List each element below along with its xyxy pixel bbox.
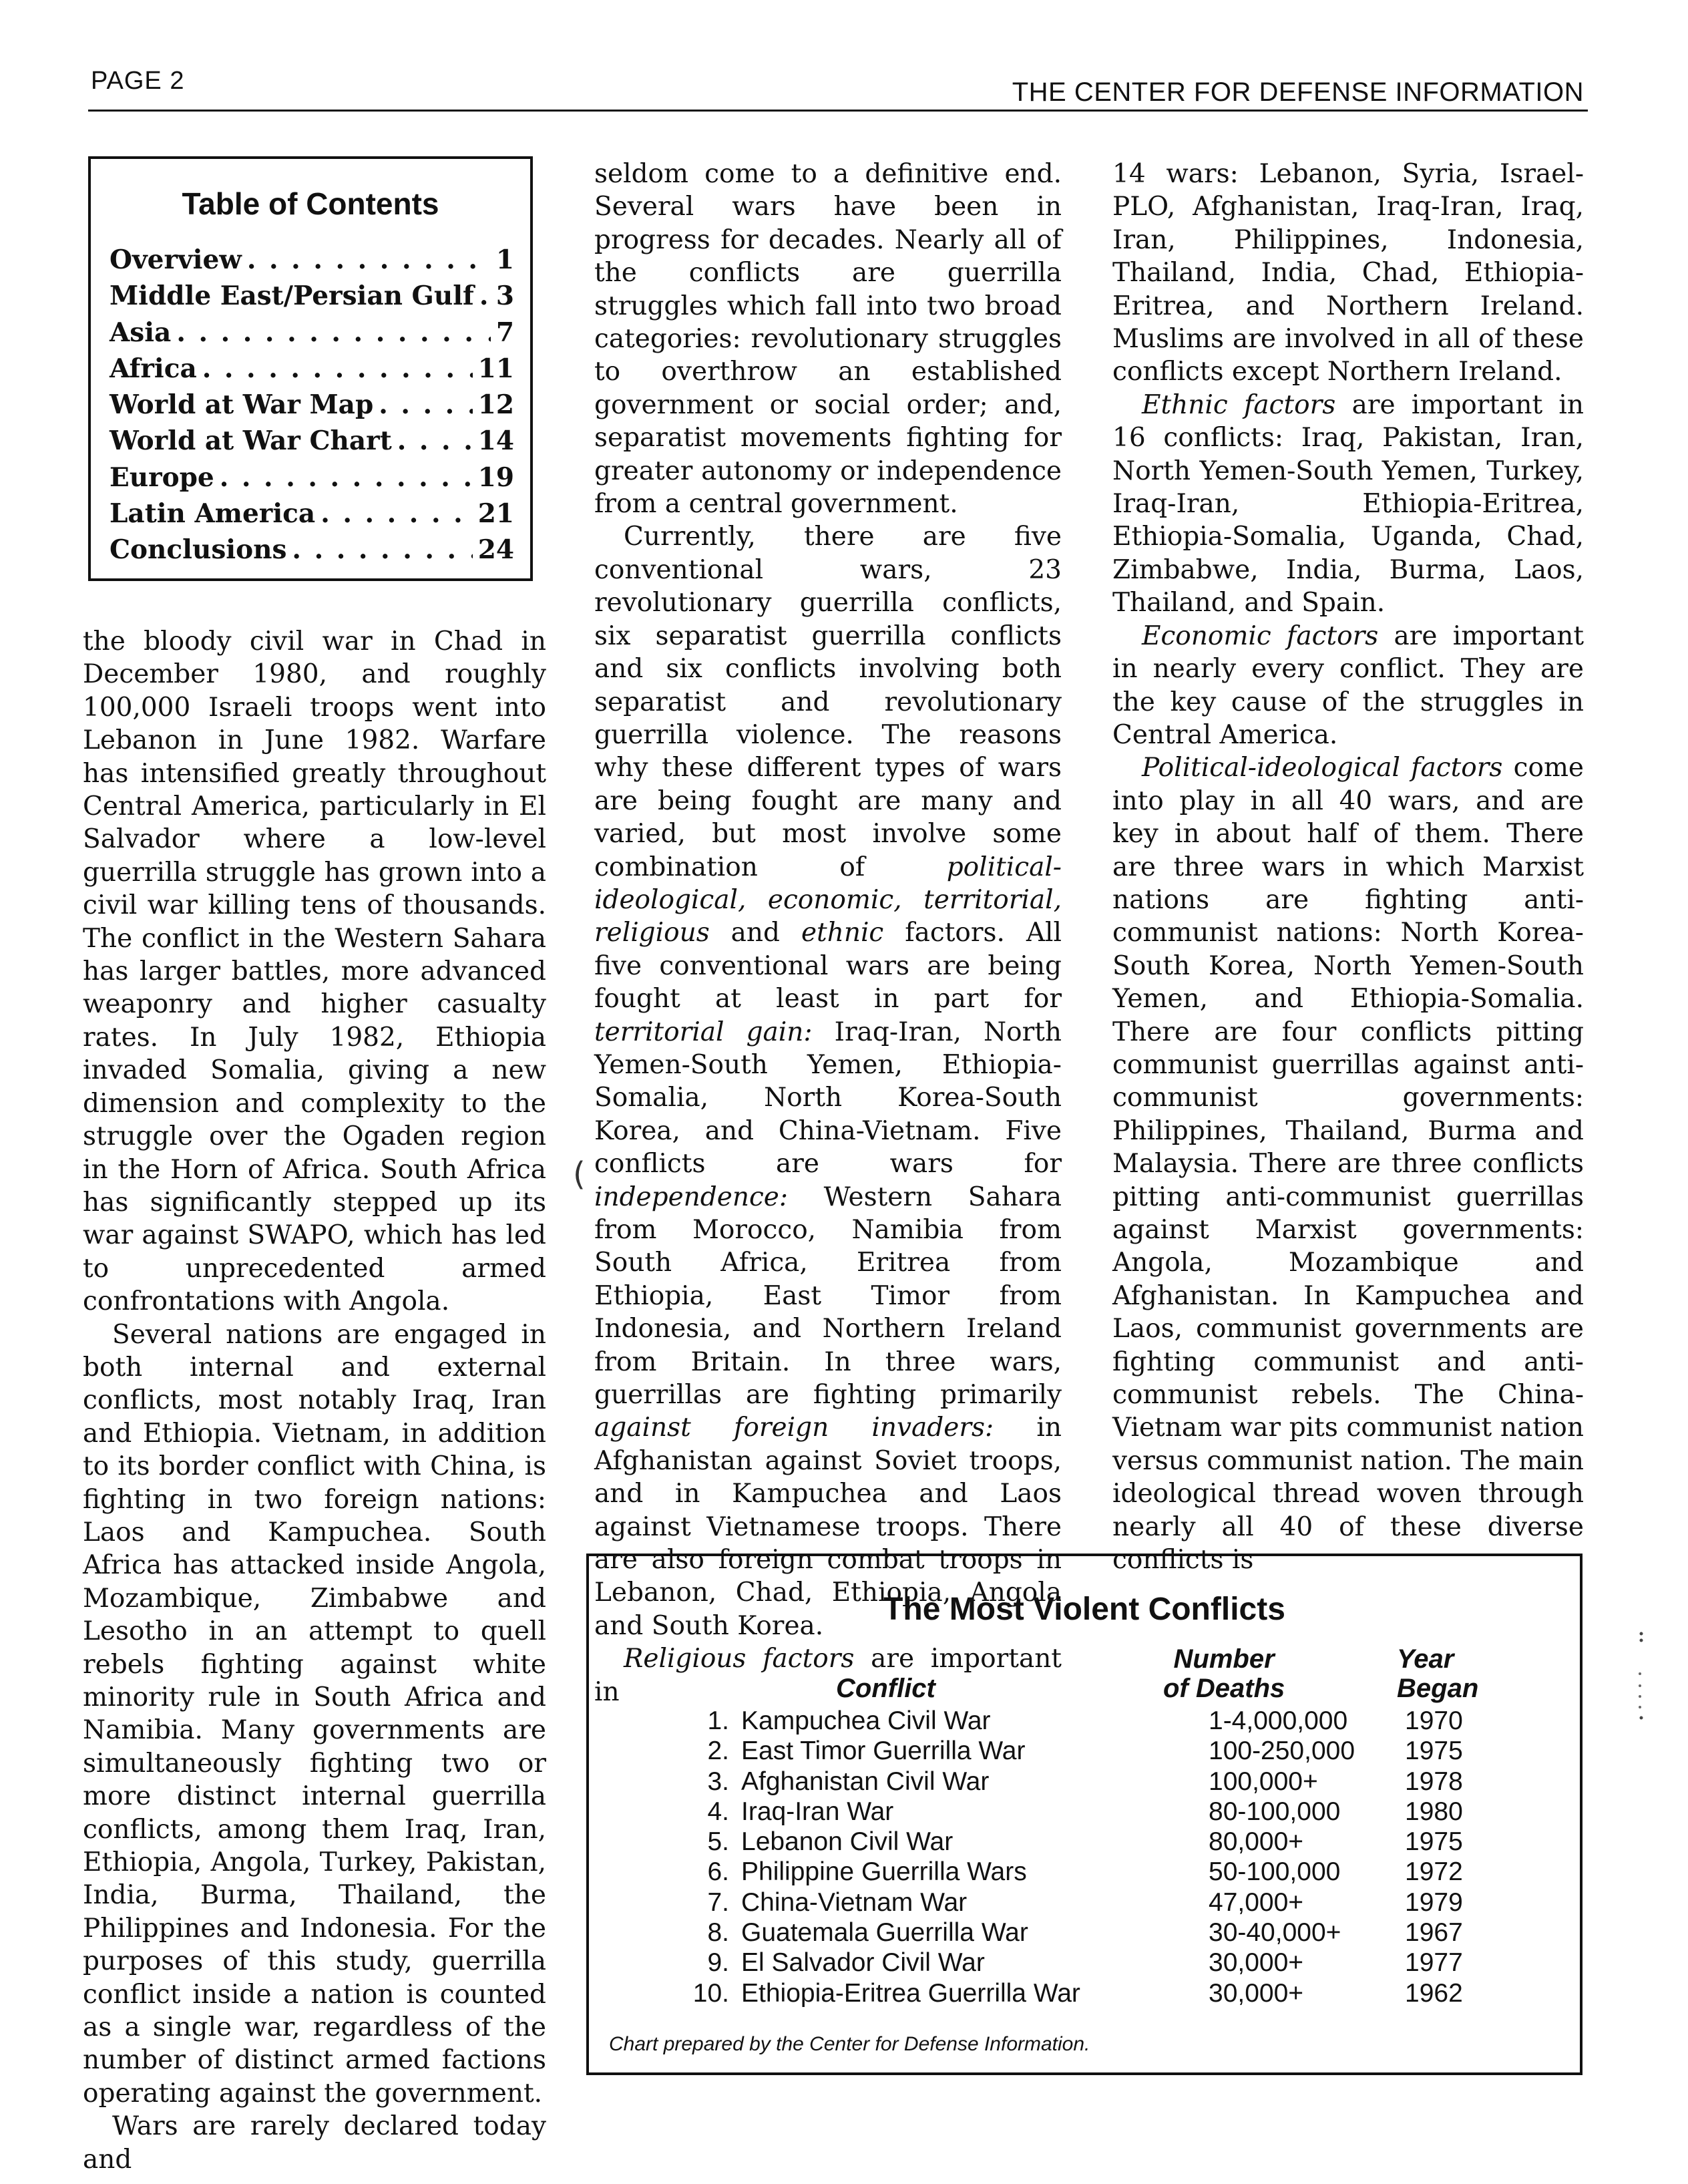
toc-entry-page: 21 <box>477 498 514 530</box>
toc-entry-page: 3 <box>495 281 514 312</box>
body-paragraph: Several nations are engaged in both internal and external conflicts, most notably Iraq, Iran and Ethiopia. Vietnam, in addition to its border conflict with China, is fighting in two foreign nations: Laos and Kampuchea. South Africa has attacked inside Angola, Mozambique, Zimbabwe and Lesotho in an attempt to quell rebels fighting against white minority rule in South Africa and Namibia. Many governments are simultaneously fighting two or more distinct internal guerrilla conflicts, among them Iraq, Iran, Ethiopia, Angola, Turkey, Pakistan, India, Burma, Thailand, the Philippines and Indonesia. For the purposes of this study, guerrilla conflict inside a nation is counted as a single war, regardless of the number of distinct armed factions operating against the government. <box>83 1319 546 2109</box>
toc-entry-label: Middle East/Persian Gulf <box>110 281 474 312</box>
toc-entry-page: 12 <box>477 389 514 421</box>
table-row: 6. Philippine Guerrilla Wars 50-100,000 1972 <box>707 1857 1463 1887</box>
toc-entry-label: World at War Map <box>110 389 374 421</box>
toc-entry[interactable] <box>110 387 514 423</box>
toc-entry-label: Overview <box>110 244 242 275</box>
body-paragraph: Ethnic factors are important in 16 conflicts: Iraq, Pakistan, Iran, North Yemen-South Yemen, Turkey, Iraq-Iran, Ethiopia-Eritrea, Ethiopia-Somalia, Uganda, Chad, Zimbabwe, India, Burma, Laos, Thailand, and Spain. <box>1112 389 1585 618</box>
toc-list <box>110 242 514 568</box>
toc-title: Table of Contents <box>182 186 439 221</box>
text-column-1 <box>83 625 546 2176</box>
table-row: 1. Kampuchea Civil War 1-4,000,000 1970 <box>707 1706 1463 1735</box>
toc-entry-label: Asia <box>110 317 172 348</box>
table-row: 5. Lebanon Civil War 80,000+ 1975 <box>707 1827 1463 1857</box>
toc-entry-page: 24 <box>477 534 514 566</box>
toc-entry-label: World at War Chart <box>110 425 392 457</box>
toc-entry-label: Europe <box>110 462 214 493</box>
table-row: 10. Ethiopia-Eritrea Guerrilla War 30,000+ 1962 <box>692 1978 1463 2008</box>
toc-entry-page: 7 <box>495 317 514 348</box>
body-paragraph: the bloody civil war in Chad in December 1980, and roughly 100,000 Israeli troops went into Lebanon in June 1982. Warfare has intensified greatly throughout Central America, particularly in El Salvador where a low-level guerrilla struggle has grown into a civil war killing tens of thousands. The conflict in the Western Sahara has larger battles, more advanced weaponry and higher casualty rates. In July 1982, Ethiopia invaded Somalia, giving a new dimension and complexity to the struggle over the Ogaden region in the Horn of Africa. South Africa has significantly stepped up its war against SWAPO, which has led to unprecedented armed confrontations with Angola. <box>83 626 546 1317</box>
text-column-2 <box>594 158 1062 1708</box>
body-paragraph: Political-ideological factors come into play in all 40 wars, and are key in about half of them. There are three wars in which Marxist nations are fighting anti-communist nations: North Korea-South Korea, North Yemen-South Yemen, and Ethiopia-Somalia. There are four conflicts pitting communist guerrillas against anti-communist governments: Philippines, Thailand, Burma and Malaysia. There are three conflicts pitting anti-communist guerrillas against Marxist governments: Angola, Mozambique and Afghanistan. In Kampuchea and Laos, communist governments are fighting communist and anti-communist rebels. The China-Vietnam war pits communist nation versus communist nation. The main ideological thread woven through nearly all 40 of these diverse conflicts is <box>1112 753 1585 1576</box>
body-paragraph: 14 wars: Lebanon, Syria, Israel-PLO, Afghanistan, Iraq-Iran, Iraq, Iran, Philippines, Indonesia, Thailand, India, Chad, Ethiopia-Eritrea, and Northern Ireland. Muslims are involved in all of these conflicts except Northern Ireland. <box>1112 159 1584 387</box>
header-rule <box>88 110 1588 112</box>
publication-name: THE CENTER FOR DEFENSE INFORMATION <box>1012 77 1584 107</box>
text-column-3 <box>1112 158 1584 1576</box>
table-row: 8. Guatemala Guerrilla War 30-40,000+ 1967 <box>707 1918 1463 1948</box>
toc-entry[interactable] <box>110 423 514 459</box>
body-paragraph: Wars are rarely declared today and <box>83 2111 546 2175</box>
body-paragraph: Currently, there are five conventional wars, 23 revolutionary guerrilla conflicts, six separatist guerrilla conflicts and six conflicts involving both separatist and revolutionary guerrilla violence. The reasons why these different types of wars are being fought are many and varied, but most involve some combination of political-ideological, economic, territorial, religious and ethnic factors. All five conventional wars are being fought at least in part for territorial gain: Iraq-Iran, North Yemen-South Yemen, Ethiopia-Somalia, North Korea-South Korea, and China-Vietnam. Five conflicts are wars for independence: Western Sahara from Morocco, Namibia from South Africa, Eritrea from Ethiopia, East Timor from Indonesia, and Northern Ireland from Britain. In three wars, guerrillas are fighting primarily against foreign invaders: in Afghanistan against Soviet troops, and in Kampuchea and Laos against Vietnamese troops. There are also foreign combat troops in Lebanon, Chad, Ethiopia, Angola and South Korea. <box>594 522 1062 1641</box>
toc-entry[interactable] <box>110 278 514 314</box>
toc-entry-page: 19 <box>477 462 514 493</box>
toc-entry-page: 1 <box>495 244 514 275</box>
toc-entry-page: 14 <box>477 425 514 457</box>
table-row: 9. El Salvador Civil War 30,000+ 1977 <box>707 1948 1463 1978</box>
margin-dots-icon <box>1635 1630 1648 1723</box>
toc-entry[interactable] <box>110 351 514 387</box>
body-paragraph: seldom come to a definitive end. Several wars have been in progress for decades. Nearly all of the conflicts are guerrilla struggles which fall into two broad categories: revolutionary struggles to overthrow an established government or social order; and, separatist movements fighting for greater autonomy or independence from a central government. <box>594 159 1062 520</box>
table-row: 2. East Timor Guerrilla War 100-250,000 1975 <box>707 1737 1463 1766</box>
table-row: 3. Afghanistan Civil War 100,000+ 1978 <box>707 1767 1463 1796</box>
toc-entry[interactable] <box>110 315 514 351</box>
toc-entry[interactable] <box>110 460 514 496</box>
column-header-year: Year Began <box>1397 1644 1479 1703</box>
chart-credit: Chart prepared by the Center for Defense Information. <box>609 2033 1090 2055</box>
body-paragraph: Economic factors are important in nearly every conflict. They are the key cause of the struggles in Central America. <box>1112 620 1585 750</box>
margin-dot-mark <box>1635 1630 1648 1723</box>
table-row: 7. China-Vietnam War 47,000+ 1979 <box>707 1887 1463 1917</box>
toc-entry[interactable] <box>110 532 514 568</box>
toc-entry-label: Latin America <box>110 498 316 530</box>
pen-bracket-mark: ( <box>573 1155 586 1193</box>
table-row: 4. Iraq-Iran War 80-100,000 1980 <box>707 1797 1463 1826</box>
toc-entry-label: Conclusions <box>110 534 287 566</box>
toc-entry-label: Africa <box>110 353 197 384</box>
toc-entry[interactable] <box>110 496 514 532</box>
most-violent-conflicts-table <box>586 1554 1582 2075</box>
column-header-deaths: Number of Deaths <box>1163 1644 1285 1703</box>
table-of-contents <box>88 156 533 581</box>
body-paragraph: Religious factors are important in <box>594 1644 1062 1707</box>
table-title: The Most Violent Conflicts <box>883 1592 1285 1627</box>
page-number-label: PAGE 2 <box>91 67 185 95</box>
table-body <box>662 1706 1530 2008</box>
toc-entry-page: 11 <box>477 353 514 384</box>
column-header-conflict: Conflict <box>836 1674 935 1703</box>
toc-entry[interactable] <box>110 242 514 278</box>
